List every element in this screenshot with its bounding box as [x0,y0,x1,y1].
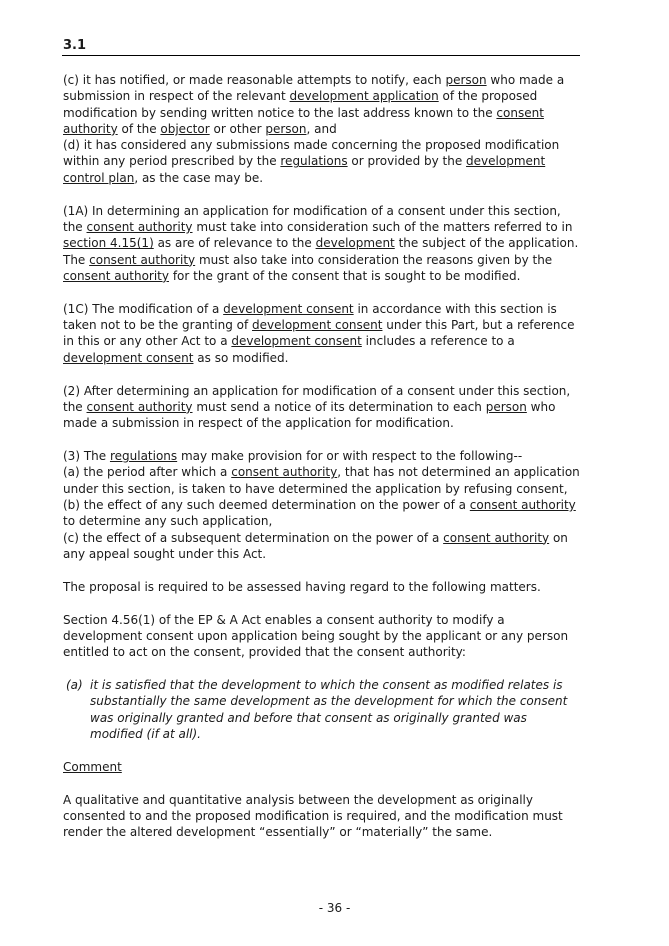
text-run: (1A) In determining an application for modification of a consent under this section, the [63,203,561,234]
comment-paragraph: A qualitative and quantitative analysis between the development as originally consented to and the proposed modification is required, and the modification must render the altered development “essentially” or “materially” the same. [63,792,563,840]
defined-term-link[interactable]: development consent [252,318,383,333]
defined-term-link[interactable]: consent authority [89,252,196,267]
text-run: for the grant of the consent that is sought to be modified. [169,268,521,283]
defined-term-link[interactable]: development consent [63,350,194,365]
text-run: to determine any such application, [63,514,273,529]
defined-term-link[interactable]: consent authority [63,105,544,136]
defined-term-link[interactable]: consent authority [231,465,338,480]
text-run: (2) After determining an application for modification of a consent under this section, the [63,383,571,414]
text-run: (a) the period after which a [63,465,232,480]
comment-heading: Comment [63,759,122,774]
text-run: who made a submission in respect of the application for modification. [63,399,556,431]
defined-term-link[interactable]: person [485,399,527,414]
defined-term-link[interactable]: consent authority [63,268,169,283]
header-rule [62,55,580,56]
defined-term-link[interactable]: consent authority [86,399,193,414]
page-number: - 36 - [318,901,351,915]
text-run: the subject of the application. The [63,236,579,267]
defined-term-link[interactable]: development consent [231,334,362,349]
text-run: on any appeal sought under this Act. [63,530,568,561]
text-run: (c) it has notified, or made reasonable attempts to notify, each [63,73,446,87]
text-run: in accordance with this section is taken not to be the granting of [63,301,557,333]
text-run: as so modified. [193,350,289,365]
text-run: of the proposed modification by sending written notice to the last address known to the [63,89,538,120]
text-run: as are of relevance to the [153,236,316,251]
paragraph [63,383,583,432]
defined-term-link[interactable]: consent authority [469,497,576,512]
text-run: (c) the effect of a subsequent determination on the power of a [63,530,444,545]
text-run: (b) the effect of any such deemed determination on the power of a [63,497,470,512]
text-run: (d) it has considered any submissions made concerning the proposed modification within any period prescribed by the [63,138,560,169]
text-run: who made a submission in respect of the relevant [63,73,565,104]
defined-term-link[interactable]: consent authority [443,530,550,545]
paragraph [63,203,583,284]
text-run: includes a reference to a [361,334,515,349]
defined-term-link[interactable]: development consent [223,301,354,316]
defined-term-link[interactable]: consent authority [86,219,193,234]
criterion-text: it is satisfied that the development to which the consent as modified relates is substantially the same development as the development for which the consent was originally granted and before that consent as originally granted was modified (if at all). [90,678,568,741]
defined-term-link[interactable]: person [445,73,487,87]
legislation-extract [63,72,583,660]
defined-term-link[interactable]: regulations [280,154,348,169]
text-run: (3) The [63,449,110,464]
text-run: or other [209,121,266,136]
quoted-criterion [63,677,583,742]
defined-term-link[interactable]: development application [289,89,439,104]
criterion-label: (a) [66,678,83,693]
text-run: must take into consideration such of the matters referred to in [192,219,573,234]
text-run: The proposal is required to be assessed having regard to the following matters. [63,579,541,594]
paragraph [63,579,583,595]
paragraph [63,612,583,661]
text-run: , that has not determined an application under this section, is taken to have determined the application by refusing consent, [63,465,580,496]
text-run: must send a notice of its determination to each [192,399,486,414]
defined-term-link[interactable]: objector [160,121,210,136]
defined-term-link[interactable]: person [265,121,307,136]
paragraph [63,72,583,186]
section-number: 3.1 [63,38,87,53]
defined-term-link[interactable]: development control plan [63,154,546,185]
text-run: (1C) The modification of a [63,301,224,316]
document-body [63,72,583,857]
defined-term-link[interactable]: regulations [109,449,178,464]
text-run: , and [306,121,337,136]
text-run: or provided by the [347,154,467,169]
text-run: , as the case may be. [134,170,264,185]
text-run: Section 4.56(1) of the EP & A Act enables a consent authority to modify a development consent upon application being sought by the applicant or any person entitled to act on the consent, provided that the consent authority: [63,612,569,660]
defined-term-link[interactable]: development [315,236,395,251]
text-run: must also take into consideration the reasons given by the [195,252,553,267]
defined-term-link[interactable]: section 4.15(1) [63,236,154,251]
paragraph [63,448,583,562]
text-run: of the [117,121,161,136]
paragraph [63,301,583,366]
text-run: under this Part, but a reference in this or any other Act to a [63,318,575,349]
text-run: may make provision for or with respect to the following-- [177,449,523,464]
